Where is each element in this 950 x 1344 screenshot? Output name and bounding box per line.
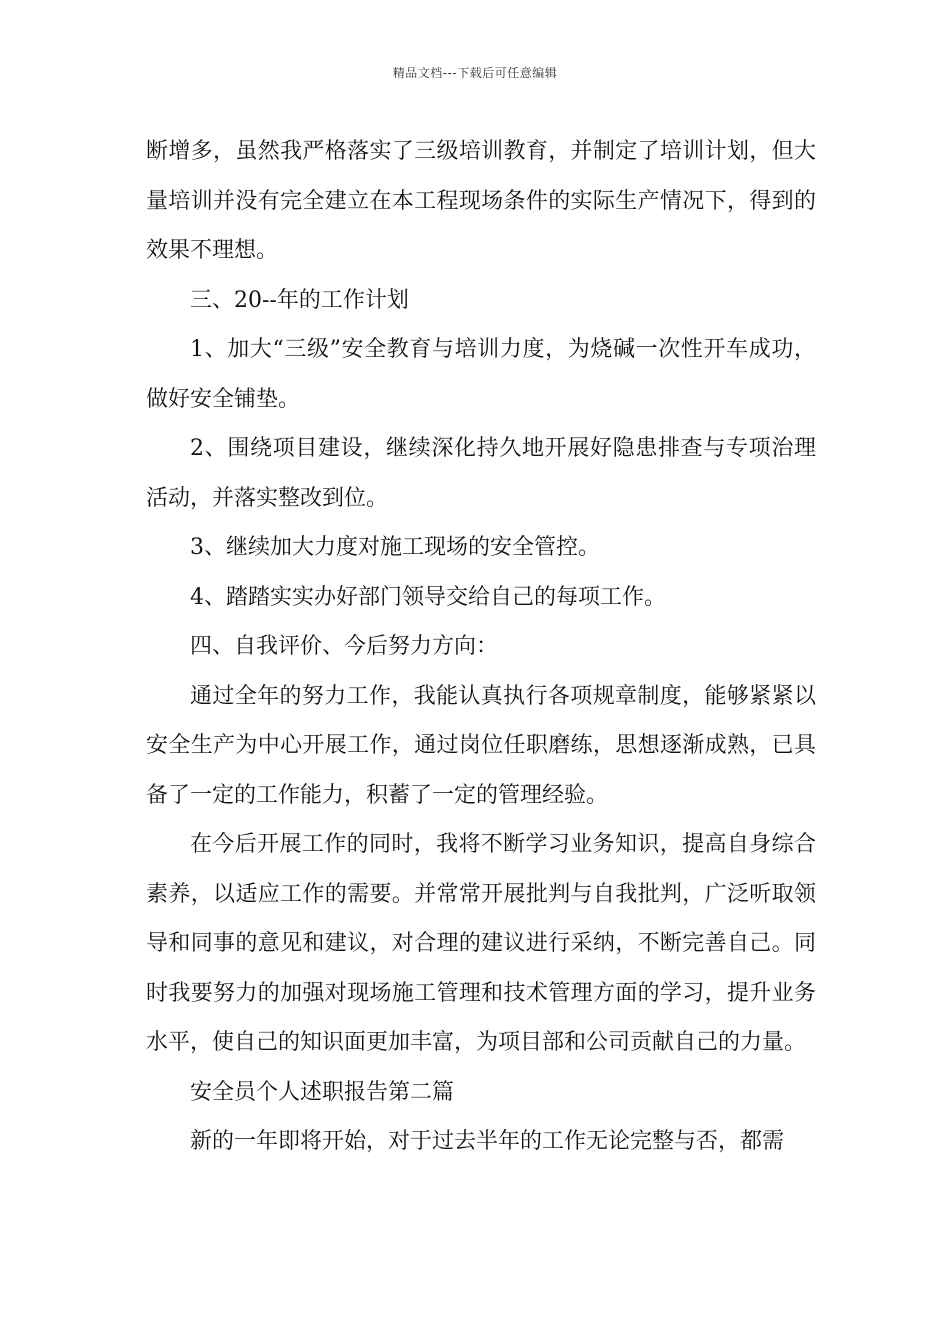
section-heading-plan: 三、20--年的工作计划 <box>190 287 409 313</box>
paragraph-plan-3: 3、继续加大力度对施工现场的安全管控。 <box>190 535 600 560</box>
paragraph-self-evaluation: 通过全年的努力工作，我能认真执行各项规章制度，能够紧紧以安全生产为中心开展工作，通过岗位任职磨练，思想逐渐成熟，已具备了一定的工作能力，积蓄了一定的管理经验。 <box>146 683 816 808</box>
document-body <box>146 127 816 1167</box>
paragraph-second-report-intro: 新的一年即将开始，对于过去半年的工作无论完整与否，都需 <box>190 1129 785 1154</box>
paragraph-plan-4: 4、踏踏实实办好部门领导交给自己的每项工作。 <box>190 584 666 610</box>
paragraph-1: 断增多，虽然我严格落实了三级培训教育，并制定了培训计划，但大量培训并没有完全建立在本工程现场条件的实际生产情况下，得到的效果不理想。 <box>146 139 816 263</box>
page-header: 精品文档---下载后可任意编辑 <box>392 66 558 80</box>
section-heading-self-evaluation: 四、自我评价、今后努力方向： <box>190 634 499 659</box>
paragraph-plan-2: 2、围绕项目建设，继续深化持久地开展好隐患排查与专项治理活动，并落实整改到位。 <box>146 436 816 511</box>
section-title-second-report: 安全员个人述职报告第二篇 <box>190 1079 455 1105</box>
paragraph-future-direction: 在今后开展工作的同时，我将不断学习业务知识，提高自身综合素养，以适应工作的需要。并常常开展批判与自我批判，广泛听取领导和同事的意见和建议，对合理的建议进行采纳，不断完善自己。同时我要努力的加强对现场施工管理和技术管理方面的学习，提升业务水平，使自己的知识面更加丰富，为项目部和公司贡献自己的力量。 <box>146 832 816 1055</box>
paragraph-plan-1: 1、加大“三级”安全教育与培训力度，为烧碱一次性开车成功，做好安全铺垫。 <box>146 337 816 412</box>
